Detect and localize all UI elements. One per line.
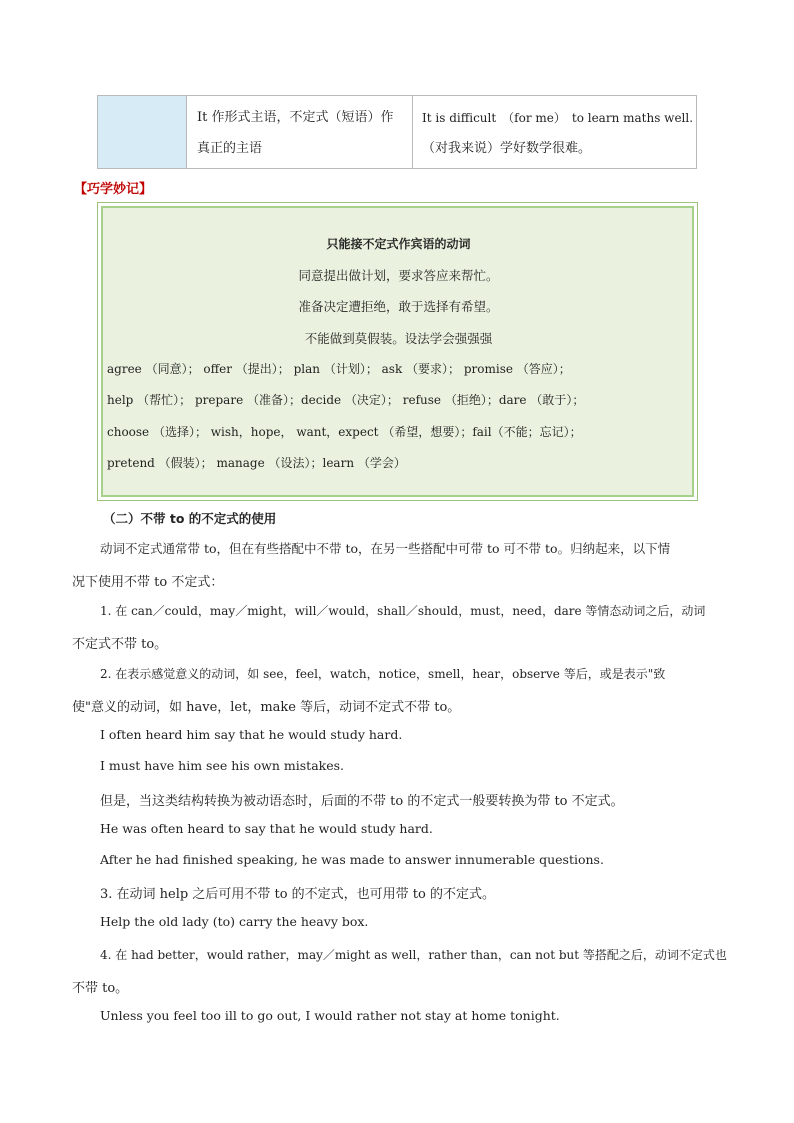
memo-verbs-2: help （帮忙）； prepare （准备）；decide （决定）； refuse （拒绝）；dare （敢于）； [107,393,585,407]
table-cell-rule [187,96,413,168]
example-line-2: （对我来说）学好数学很难。 [422,141,592,156]
example-3: He was often heard to say that he would study hard. [100,821,433,836]
table-cell-example [413,96,696,168]
memo-rhyme-3: 不能做到莫假装。设法学会强强强 [304,331,493,346]
example-4: After he had finished speaking, he was made to answer innumerable questions. [100,852,604,867]
point-4-line-1: 4. 在 had better，would rather，may／might as well，rather than，can not but 等搭配之后，动词不定式也 [100,948,727,962]
point-2-line-1: 2. 在表示感觉意义的动词，如 see，feel，watch，notice，smell，hear，observe 等后，或是表示"致 [100,667,666,681]
point-1-line-2: 不定式不带 to。 [72,637,168,652]
point-1-line-1: 1. 在 can／could，may／might，will／would，shall／should，must，need，dare 等情态动词之后，动词 [100,604,706,618]
memo-verbs-3: choose （选择）； wish，hope， want，expect （希望，想要）；fail（不能；忘记）； [107,425,582,439]
point-2-line-2: 使"意义的动词，如 have，let，make 等后，动词不定式不带 to。 [72,700,461,715]
memo-title: 只能接不定式作宾语的动词 [326,237,471,251]
memo-verbs-1: agree （同意）； offer （提出）； plan （计划）； ask （要求）； promise （答应）； [107,362,571,376]
memo-verbs-4: pretend （假装）； manage （设法）；learn （学会） [107,456,406,470]
memo-rhyme-2: 准备决定遭拒绝，敢于选择有希望。 [298,299,499,314]
rule-line-2: 真正的主语 [197,141,263,156]
tip-heading: 【巧学妙记】 [74,182,153,197]
point-4-line-2: 不带 to。 [72,981,129,996]
example-2: I must have him see his own mistakes. [100,758,345,773]
section-heading: （二）不带 to 的不定式的使用 [103,511,277,526]
intro-line-1: 动词不定式通常带 to，但在有些搭配中不带 to，在另一些搭配中可带 to 可不带 to。归纳起来，以下情 [100,541,671,556]
intro-line-2: 况下使用不带 to 不定式： [72,575,224,590]
rule-line-1: It 作形式主语，不定式（短语）作 [197,110,394,125]
example-1: I often heard him say that he would study hard. [100,727,403,742]
example-6: Unless you feel too ill to go out, I would rather not stay at home tonight. [100,1008,560,1023]
memo-rhyme-1: 同意提出做计划，要求答应来帮忙。 [298,268,499,283]
example-5: Help the old lady (to) carry the heavy box. [100,914,369,929]
point-3: 3. 在动词 help 之后可用不带 to 的不定式，也可用带 to 的不定式。 [100,887,495,902]
table-cell-blank [98,96,187,168]
example-line-1: It is difficult （for me） to learn maths well. [422,111,694,125]
memo-box [97,202,698,501]
passive-note: 但是，当这类结构转换为被动语态时，后面的不带 to 的不定式一般要转换为带 to 不定式。 [100,794,624,809]
grammar-table [97,95,697,169]
